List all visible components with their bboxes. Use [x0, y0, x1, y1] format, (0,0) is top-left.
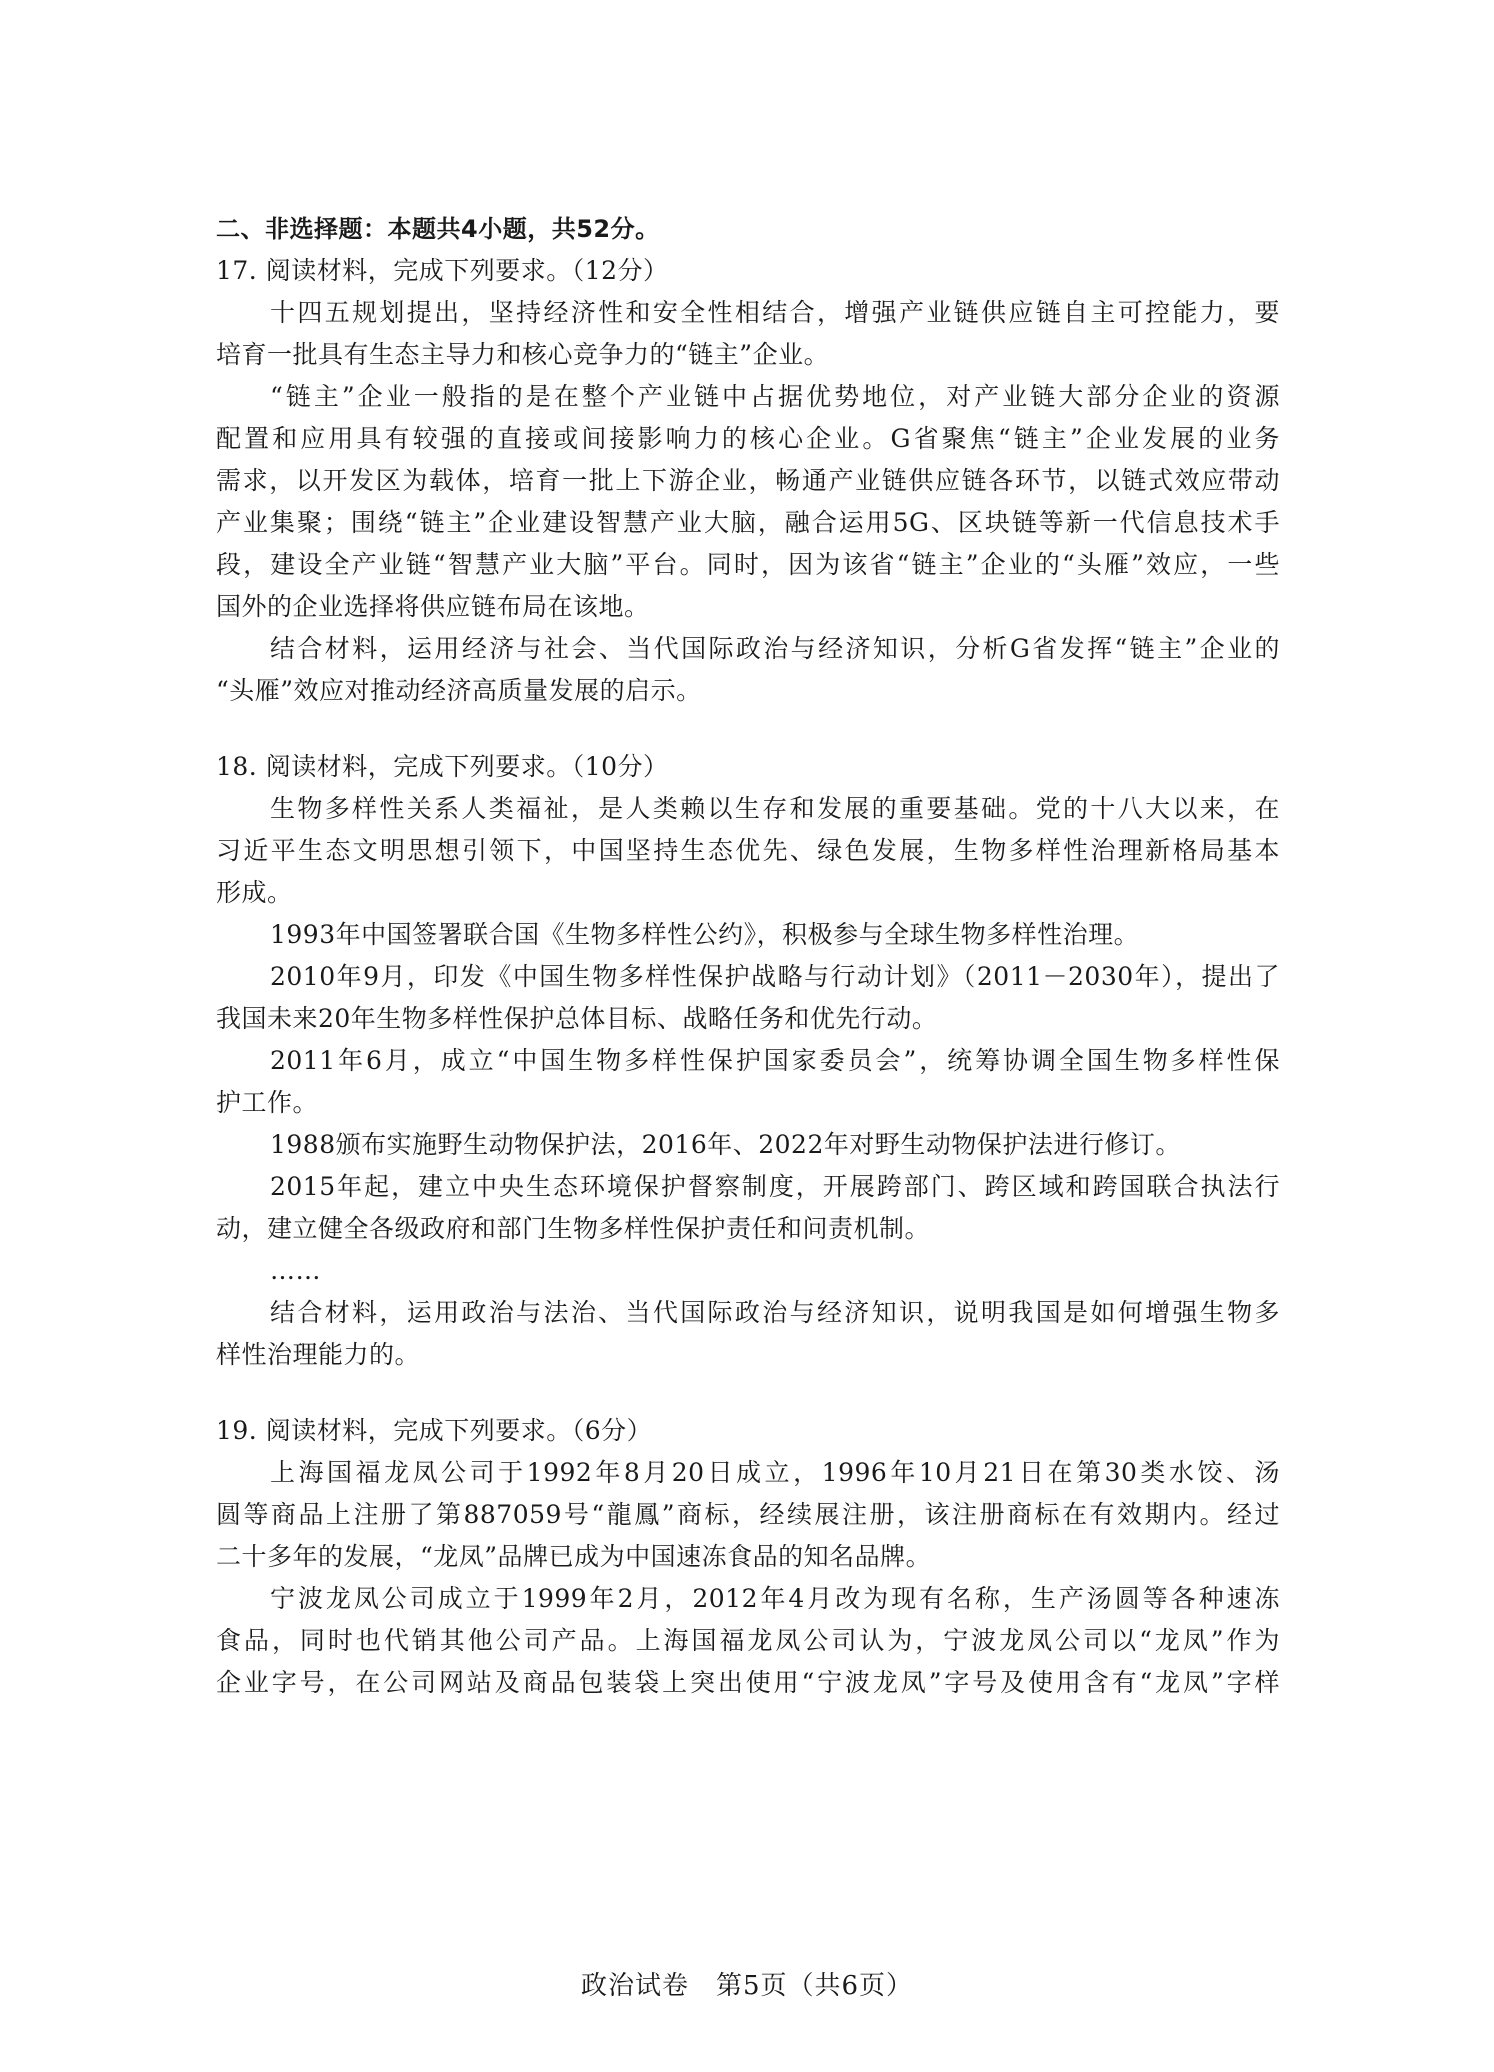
question-17-head: 17. 阅读材料，完成下列要求。（12分） — [216, 256, 669, 285]
paragraph-line: 动，建立健全各级政府和部门生物多样性保护责任和问责机制。 — [216, 1214, 931, 1243]
paragraph-line: 我国未来20年生物多样性保护总体目标、战略任务和优先行动。 — [216, 1004, 938, 1033]
paragraph-line: 习近平生态文明思想引领下，中国坚持生态优先、绿色发展，生物多样性治理新格局基本 — [216, 836, 1280, 865]
paragraph-line: 2010年9月，印发《中国生物多样性保护战略与行动计划》（2011－2030年），提出了 — [270, 962, 1280, 991]
section-heading: 二、非选择题：本题共4小题，共52分。 — [216, 215, 660, 243]
ellipsis-line: …… — [270, 1256, 321, 1285]
paragraph-line: 段，建设全产业链“智慧产业大脑”平台。同时，因为该省“链主”企业的“头雁”效应，一些 — [216, 550, 1280, 579]
paragraph-line: 形成。 — [216, 878, 293, 907]
question-17 — [216, 250, 1280, 712]
spacer — [216, 1376, 1280, 1410]
question-prompt-line: 结合材料，运用政治与法治、当代国际政治与经济知识，说明我国是如何增强生物多 — [270, 1298, 1280, 1327]
paragraph-line: 1988颁布实施野生动物保护法，2016年、2022年对野生动物保护法进行修订。 — [270, 1130, 1181, 1159]
question-prompt-line: 结合材料，运用经济与社会、当代国际政治与经济知识，分析G省发挥“链主”企业的 — [270, 634, 1280, 663]
question-18 — [216, 746, 1280, 1376]
question-18-head: 18. 阅读材料，完成下列要求。（10分） — [216, 752, 669, 781]
paragraph-line: 需求，以开发区为载体，培育一批上下游企业，畅通产业链供应链各环节，以链式效应带动 — [216, 466, 1280, 495]
page-footer: 政治试卷 第5页（共6页） — [580, 1971, 914, 2001]
paragraph-line: 十四五规划提出，坚持经济性和安全性相结合，增强产业链供应链自主可控能力，要 — [270, 298, 1280, 327]
question-19-head: 19. 阅读材料，完成下列要求。（6分） — [216, 1416, 653, 1445]
paragraph-line: 食品，同时也代销其他公司产品。上海国福龙凤公司认为，宁波龙凤公司以“龙凤”作为 — [216, 1626, 1280, 1655]
question-prompt-line: “头雁”效应对推动经济高质量发展的启示。 — [216, 676, 702, 705]
question-19 — [216, 1410, 1280, 1704]
paragraph-line: 宁波龙凤公司成立于1999年2月，2012年4月改为现有名称，生产汤圆等各种速冻 — [270, 1584, 1280, 1613]
paragraph-line: 生物多样性关系人类福祉，是人类赖以生存和发展的重要基础。党的十八大以来，在 — [270, 794, 1280, 823]
question-prompt-line: 样性治理能力的。 — [216, 1340, 421, 1369]
paragraph-line: 产业集聚；围绕“链主”企业建设智慧产业大脑，融合运用5G、区块链等新一代信息技术手 — [216, 508, 1280, 537]
paragraph-line: 1993年中国签署联合国《生物多样性公约》，积极参与全球生物多样性治理。 — [270, 920, 1140, 949]
spacer — [216, 712, 1280, 746]
paragraph-line: 国外的企业选择将供应链布局在该地。 — [216, 592, 650, 621]
page-content — [216, 208, 1280, 1704]
paragraph-line: 上海国福龙凤公司于1992年8月20日成立，1996年10月21日在第30类水饺、汤 — [270, 1458, 1280, 1487]
paragraph-line: 圆等商品上注册了第887059号“龍鳳”商标，经续展注册，该注册商标在有效期内。经过 — [216, 1500, 1280, 1529]
paragraph-line: “链主”企业一般指的是在整个产业链中占据优势地位，对产业链大部分企业的资源 — [270, 382, 1280, 411]
paragraph-line: 二十多年的发展，“龙凤”品牌已成为中国速冻食品的知名品牌。 — [216, 1542, 932, 1571]
paragraph-line: 培育一批具有生态主导力和核心竞争力的“链主”企业。 — [216, 340, 830, 369]
paragraph-line: 护工作。 — [216, 1088, 319, 1117]
paragraph-line: 2011年6月，成立“中国生物多样性保护国家委员会”，统筹协调全国生物多样性保 — [270, 1046, 1280, 1075]
paragraph-line: 配置和应用具有较强的直接或间接影响力的核心企业。G省聚焦“链主”企业发展的业务 — [216, 424, 1280, 453]
paragraph-line: 企业字号，在公司网站及商品包装袋上突出使用“宁波龙凤”字号及使用含有“龙凤”字样 — [216, 1668, 1280, 1697]
paragraph-line: 2015年起，建立中央生态环境保护督察制度，开展跨部门、跨区域和跨国联合执法行 — [270, 1172, 1280, 1201]
